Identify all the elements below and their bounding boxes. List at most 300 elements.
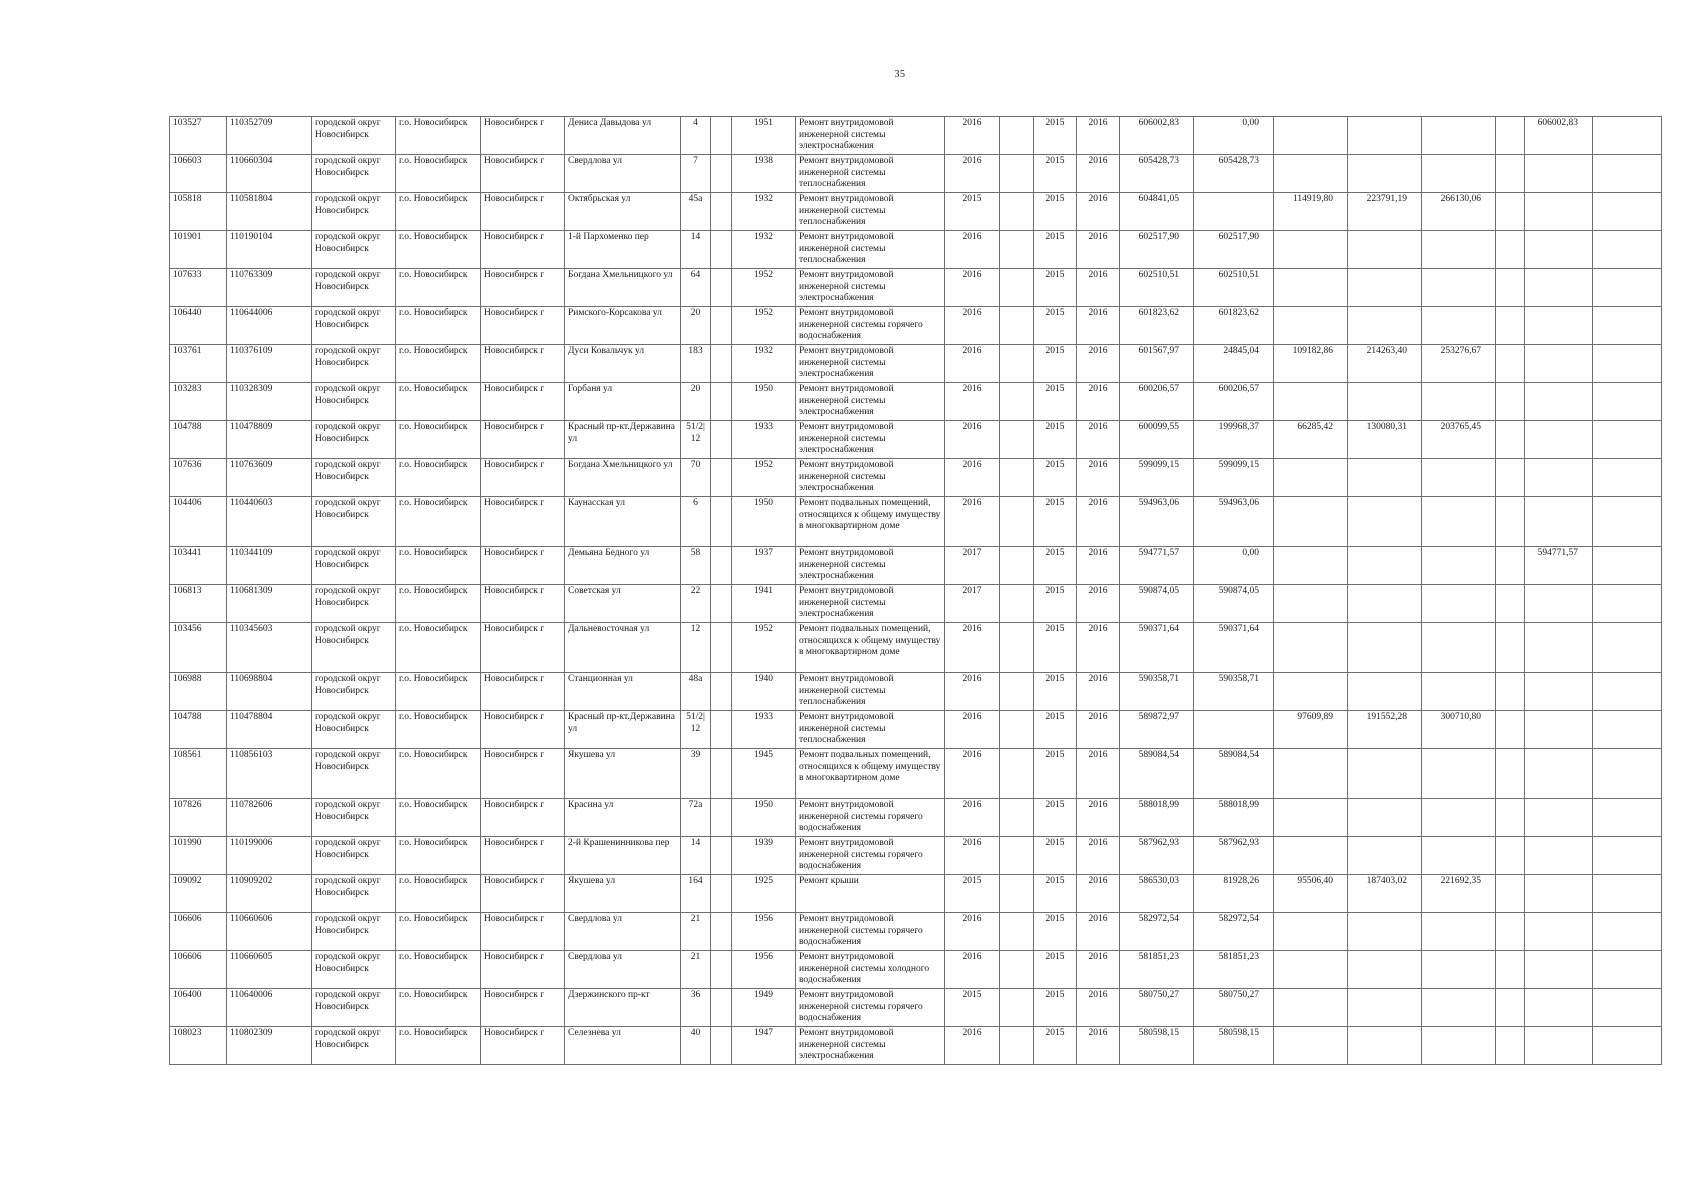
blank-cell: [1593, 117, 1662, 155]
municipality-cell: городской округ Новосибирск: [312, 497, 396, 547]
table-row: [170, 547, 1662, 585]
amount-a-cell: [1274, 459, 1348, 497]
amount-c-cell: [1422, 673, 1496, 711]
amount-a-cell: 114919,80: [1274, 193, 1348, 231]
period-start-cell: 2015: [1034, 345, 1077, 383]
work-type-cell: Ремонт внутридомовой инженерной системы электроснабжения: [796, 269, 945, 307]
blank-cell: [1593, 231, 1662, 269]
building-cell: [711, 711, 732, 749]
blank-cell: [1593, 269, 1662, 307]
building-cell: [711, 1027, 732, 1065]
blank-cell: [1593, 497, 1662, 547]
amount-c-cell: [1422, 497, 1496, 547]
table-row: [170, 711, 1662, 749]
municipality-cell: городской округ Новосибирск: [312, 231, 396, 269]
street-cell: Дениса Давыдова ул: [565, 117, 681, 155]
house-number-cell: 51/2|12: [681, 421, 711, 459]
work-id-cell: 110478804: [227, 711, 312, 749]
year-built-cell: 1933: [732, 421, 796, 459]
period-start-cell: 2015: [1034, 269, 1077, 307]
amount-2016-cell: 582972,54: [1194, 913, 1274, 951]
planned-year-cell: 2016: [945, 231, 1000, 269]
house-id-cell: 106440: [170, 307, 227, 345]
building-cell: [711, 117, 732, 155]
settlement-cell: г.о. Новосибирск: [396, 193, 481, 231]
amount-c-cell: [1422, 231, 1496, 269]
work-type-cell: Ремонт внутридомовой инженерной системы электроснабжения: [796, 383, 945, 421]
amount-c-cell: 203765,45: [1422, 421, 1496, 459]
year-built-cell: 1956: [732, 913, 796, 951]
period-end-cell: 2016: [1077, 1027, 1120, 1065]
amount-2016-cell: 600206,57: [1194, 383, 1274, 421]
municipality-cell: городской округ Новосибирск: [312, 989, 396, 1027]
period-start-cell: 2015: [1034, 231, 1077, 269]
period-end-cell: 2016: [1077, 117, 1120, 155]
amount-2016-cell: 580750,27: [1194, 989, 1274, 1027]
period-start-cell: 2015: [1034, 459, 1077, 497]
house-id-cell: 107636: [170, 459, 227, 497]
house-number-cell: 20: [681, 383, 711, 421]
municipality-cell: городской округ Новосибирск: [312, 269, 396, 307]
work-id-cell: 110376109: [227, 345, 312, 383]
settlement-cell: г.о. Новосибирск: [396, 345, 481, 383]
house-id-cell: 106603: [170, 155, 227, 193]
work-type-cell: Ремонт внутридомовой инженерной системы теплоснабжения: [796, 155, 945, 193]
blank-cell: [1496, 1027, 1525, 1065]
period-end-cell: 2016: [1077, 269, 1120, 307]
street-cell: Дуси Ковальчук ул: [565, 345, 681, 383]
year-built-cell: 1947: [732, 1027, 796, 1065]
house-id-cell: 103527: [170, 117, 227, 155]
amount-2016-cell: 594963,06: [1194, 497, 1274, 547]
blank-cell: [1496, 383, 1525, 421]
period-end-cell: 2016: [1077, 585, 1120, 623]
amount-a-cell: [1274, 547, 1348, 585]
house-number-cell: 183: [681, 345, 711, 383]
settlement-cell: г.о. Новосибирск: [396, 497, 481, 547]
planned-year-cell: 2016: [945, 383, 1000, 421]
city-cell: Новосибирск г: [481, 117, 565, 155]
planned-year-cell: 2016: [945, 459, 1000, 497]
amount-2017-cell: [1525, 623, 1593, 673]
house-number-cell: 64: [681, 269, 711, 307]
amount-b-cell: [1348, 231, 1422, 269]
amount-2017-cell: [1525, 155, 1593, 193]
work-id-cell: 110698804: [227, 673, 312, 711]
building-cell: [711, 231, 732, 269]
amount-2017-cell: 606002,83: [1525, 117, 1593, 155]
city-cell: Новосибирск г: [481, 383, 565, 421]
street-cell: Красный пр-кт.Державина ул: [565, 421, 681, 459]
blank-cell: [1593, 711, 1662, 749]
amount-a-cell: [1274, 307, 1348, 345]
municipality-cell: городской округ Новосибирск: [312, 875, 396, 913]
blank-cell: [1496, 989, 1525, 1027]
house-id-cell: 103456: [170, 623, 227, 673]
period-start-cell: 2015: [1034, 749, 1077, 799]
blank-cell: [1496, 585, 1525, 623]
blank-cell: [1496, 623, 1525, 673]
amount-a-cell: [1274, 799, 1348, 837]
blank-cell: [1496, 231, 1525, 269]
planned-year-cell: 2017: [945, 547, 1000, 585]
house-number-cell: 39: [681, 749, 711, 799]
year-built-cell: 1925: [732, 875, 796, 913]
amount-b-cell: [1348, 547, 1422, 585]
building-cell: [711, 749, 732, 799]
amount-b-cell: [1348, 623, 1422, 673]
street-cell: 2-й Крашенинникова пер: [565, 837, 681, 875]
amount-2017-cell: 594771,57: [1525, 547, 1593, 585]
amount-2017-cell: [1525, 345, 1593, 383]
blank-cell: [1000, 345, 1034, 383]
house-id-cell: 106606: [170, 951, 227, 989]
blank-cell: [1593, 749, 1662, 799]
amount-c-cell: [1422, 269, 1496, 307]
amount-b-cell: [1348, 1027, 1422, 1065]
period-start-cell: 2015: [1034, 307, 1077, 345]
amount-c-cell: 253276,67: [1422, 345, 1496, 383]
blank-cell: [1496, 155, 1525, 193]
planned-year-cell: 2017: [945, 585, 1000, 623]
city-cell: Новосибирск г: [481, 875, 565, 913]
amount-c-cell: [1422, 623, 1496, 673]
table-row: [170, 749, 1662, 799]
blank-cell: [1593, 547, 1662, 585]
amount-a-cell: [1274, 837, 1348, 875]
blank-cell: [1000, 193, 1034, 231]
year-built-cell: 1952: [732, 623, 796, 673]
amount-c-cell: [1422, 989, 1496, 1027]
year-built-cell: 1940: [732, 673, 796, 711]
city-cell: Новосибирск г: [481, 459, 565, 497]
amount-2016-cell: 24845,04: [1194, 345, 1274, 383]
total-cost-cell: 594963,06: [1120, 497, 1194, 547]
house-id-cell: 105818: [170, 193, 227, 231]
amount-a-cell: 97609,89: [1274, 711, 1348, 749]
street-cell: Свердлова ул: [565, 155, 681, 193]
amount-c-cell: [1422, 155, 1496, 193]
city-cell: Новосибирск г: [481, 913, 565, 951]
blank-cell: [1000, 673, 1034, 711]
amount-a-cell: [1274, 913, 1348, 951]
amount-a-cell: [1274, 623, 1348, 673]
street-cell: Свердлова ул: [565, 951, 681, 989]
amount-2016-cell: 580598,15: [1194, 1027, 1274, 1065]
work-type-cell: Ремонт внутридомовой инженерной системы электроснабжения: [796, 1027, 945, 1065]
settlement-cell: г.о. Новосибирск: [396, 117, 481, 155]
amount-a-cell: [1274, 155, 1348, 193]
building-cell: [711, 459, 732, 497]
amount-b-cell: [1348, 497, 1422, 547]
house-number-cell: 58: [681, 547, 711, 585]
year-built-cell: 1950: [732, 799, 796, 837]
building-cell: [711, 155, 732, 193]
blank-cell: [1496, 875, 1525, 913]
city-cell: Новосибирск г: [481, 585, 565, 623]
period-end-cell: 2016: [1077, 913, 1120, 951]
total-cost-cell: 600099,55: [1120, 421, 1194, 459]
blank-cell: [1000, 951, 1034, 989]
year-built-cell: 1937: [732, 547, 796, 585]
blank-cell: [1593, 913, 1662, 951]
municipality-cell: городской округ Новосибирск: [312, 307, 396, 345]
blank-cell: [1000, 799, 1034, 837]
work-id-cell: 110856103: [227, 749, 312, 799]
work-id-cell: 110660606: [227, 913, 312, 951]
amount-2017-cell: [1525, 459, 1593, 497]
house-id-cell: 106813: [170, 585, 227, 623]
building-cell: [711, 623, 732, 673]
amount-a-cell: [1274, 989, 1348, 1027]
municipality-cell: городской округ Новосибирск: [312, 585, 396, 623]
street-cell: Свердлова ул: [565, 913, 681, 951]
house-number-cell: 12: [681, 623, 711, 673]
amount-2017-cell: [1525, 913, 1593, 951]
blank-cell: [1000, 117, 1034, 155]
amount-c-cell: [1422, 547, 1496, 585]
total-cost-cell: 590874,05: [1120, 585, 1194, 623]
work-type-cell: Ремонт внутридомовой инженерной системы теплоснабжения: [796, 231, 945, 269]
city-cell: Новосибирск г: [481, 989, 565, 1027]
work-id-cell: 110344109: [227, 547, 312, 585]
building-cell: [711, 193, 732, 231]
period-start-cell: 2015: [1034, 875, 1077, 913]
amount-b-cell: [1348, 989, 1422, 1027]
work-id-cell: 110782606: [227, 799, 312, 837]
blank-cell: [1000, 837, 1034, 875]
period-start-cell: 2015: [1034, 585, 1077, 623]
city-cell: Новосибирск г: [481, 497, 565, 547]
blank-cell: [1496, 117, 1525, 155]
period-end-cell: 2016: [1077, 307, 1120, 345]
blank-cell: [1000, 421, 1034, 459]
building-cell: [711, 837, 732, 875]
amount-b-cell: [1348, 951, 1422, 989]
house-number-cell: 14: [681, 231, 711, 269]
house-number-cell: 51/2|12: [681, 711, 711, 749]
blank-cell: [1000, 875, 1034, 913]
amount-a-cell: 95506,40: [1274, 875, 1348, 913]
street-cell: Дальневосточная ул: [565, 623, 681, 673]
house-number-cell: 36: [681, 989, 711, 1027]
work-type-cell: Ремонт внутридомовой инженерной системы горячего водоснабжения: [796, 989, 945, 1027]
blank-cell: [1593, 951, 1662, 989]
municipality-cell: городской округ Новосибирск: [312, 837, 396, 875]
work-id-cell: 110763609: [227, 459, 312, 497]
total-cost-cell: 600206,57: [1120, 383, 1194, 421]
amount-c-cell: [1422, 749, 1496, 799]
settlement-cell: г.о. Новосибирск: [396, 623, 481, 673]
total-cost-cell: 589084,54: [1120, 749, 1194, 799]
planned-year-cell: 2016: [945, 799, 1000, 837]
planned-year-cell: 2016: [945, 623, 1000, 673]
total-cost-cell: 586530,03: [1120, 875, 1194, 913]
table-row: [170, 799, 1662, 837]
year-built-cell: 1938: [732, 155, 796, 193]
amount-a-cell: [1274, 585, 1348, 623]
year-built-cell: 1932: [732, 231, 796, 269]
settlement-cell: г.о. Новосибирск: [396, 269, 481, 307]
period-end-cell: 2016: [1077, 837, 1120, 875]
settlement-cell: г.о. Новосибирск: [396, 711, 481, 749]
amount-2017-cell: [1525, 1027, 1593, 1065]
settlement-cell: г.о. Новосибирск: [396, 459, 481, 497]
blank-cell: [1000, 459, 1034, 497]
municipality-cell: городской округ Новосибирск: [312, 799, 396, 837]
work-type-cell: Ремонт внутридомовой инженерной системы электроснабжения: [796, 345, 945, 383]
planned-year-cell: 2016: [945, 1027, 1000, 1065]
city-cell: Новосибирск г: [481, 269, 565, 307]
planned-year-cell: 2016: [945, 155, 1000, 193]
total-cost-cell: 588018,99: [1120, 799, 1194, 837]
amount-2017-cell: [1525, 951, 1593, 989]
amount-b-cell: [1348, 799, 1422, 837]
amount-b-cell: [1348, 585, 1422, 623]
street-cell: Советская ул: [565, 585, 681, 623]
amount-a-cell: [1274, 497, 1348, 547]
blank-cell: [1593, 459, 1662, 497]
blank-cell: [1593, 585, 1662, 623]
city-cell: Новосибирск г: [481, 951, 565, 989]
period-start-cell: 2015: [1034, 497, 1077, 547]
period-end-cell: 2016: [1077, 421, 1120, 459]
year-built-cell: 1933: [732, 711, 796, 749]
blank-cell: [1496, 951, 1525, 989]
amount-a-cell: 66285,42: [1274, 421, 1348, 459]
house-number-cell: 72а: [681, 799, 711, 837]
work-type-cell: Ремонт внутридомовой инженерной системы электроснабжения: [796, 421, 945, 459]
amount-2016-cell: 0,00: [1194, 547, 1274, 585]
total-cost-cell: 604841,05: [1120, 193, 1194, 231]
amount-b-cell: [1348, 459, 1422, 497]
amount-2017-cell: [1525, 193, 1593, 231]
year-built-cell: 1952: [732, 459, 796, 497]
planned-year-cell: 2016: [945, 307, 1000, 345]
planned-year-cell: 2015: [945, 875, 1000, 913]
year-built-cell: 1949: [732, 989, 796, 1027]
period-end-cell: 2016: [1077, 799, 1120, 837]
total-cost-cell: 605428,73: [1120, 155, 1194, 193]
work-id-cell: 110681309: [227, 585, 312, 623]
table-row: [170, 623, 1662, 673]
street-cell: Красный пр-кт.Державина ул: [565, 711, 681, 749]
house-id-cell: 101990: [170, 837, 227, 875]
period-end-cell: 2016: [1077, 155, 1120, 193]
total-cost-cell: 599099,15: [1120, 459, 1194, 497]
blank-cell: [1000, 383, 1034, 421]
settlement-cell: г.о. Новосибирск: [396, 913, 481, 951]
period-end-cell: 2016: [1077, 547, 1120, 585]
amount-b-cell: [1348, 269, 1422, 307]
amount-b-cell: [1348, 383, 1422, 421]
work-type-cell: Ремонт внутридомовой инженерной системы теплоснабжения: [796, 673, 945, 711]
amount-a-cell: 109182,86: [1274, 345, 1348, 383]
total-cost-cell: 587962,93: [1120, 837, 1194, 875]
total-cost-cell: 590371,64: [1120, 623, 1194, 673]
planned-year-cell: 2016: [945, 497, 1000, 547]
period-start-cell: 2015: [1034, 421, 1077, 459]
municipality-cell: городской округ Новосибирск: [312, 459, 396, 497]
period-start-cell: 2015: [1034, 117, 1077, 155]
total-cost-cell: 602517,90: [1120, 231, 1194, 269]
city-cell: Новосибирск г: [481, 547, 565, 585]
table-body: [170, 117, 1662, 1065]
amount-2017-cell: [1525, 711, 1593, 749]
house-number-cell: 21: [681, 913, 711, 951]
work-id-cell: 110660304: [227, 155, 312, 193]
street-cell: Римского-Корсакова ул: [565, 307, 681, 345]
year-built-cell: 1932: [732, 345, 796, 383]
city-cell: Новосибирск г: [481, 1027, 565, 1065]
amount-2016-cell: 602510,51: [1194, 269, 1274, 307]
house-number-cell: 7: [681, 155, 711, 193]
settlement-cell: г.о. Новосибирск: [396, 989, 481, 1027]
house-id-cell: 103441: [170, 547, 227, 585]
amount-2017-cell: [1525, 421, 1593, 459]
blank-cell: [1593, 383, 1662, 421]
period-start-cell: 2015: [1034, 193, 1077, 231]
house-number-cell: 70: [681, 459, 711, 497]
amount-a-cell: [1274, 383, 1348, 421]
city-cell: Новосибирск г: [481, 799, 565, 837]
settlement-cell: г.о. Новосибирск: [396, 383, 481, 421]
building-cell: [711, 673, 732, 711]
period-end-cell: 2016: [1077, 989, 1120, 1027]
settlement-cell: г.о. Новосибирск: [396, 837, 481, 875]
work-id-cell: 110640006: [227, 989, 312, 1027]
house-id-cell: 108023: [170, 1027, 227, 1065]
building-cell: [711, 913, 732, 951]
street-cell: Каунасская ул: [565, 497, 681, 547]
total-cost-cell: 594771,57: [1120, 547, 1194, 585]
blank-cell: [1496, 421, 1525, 459]
amount-2017-cell: [1525, 673, 1593, 711]
planned-year-cell: 2015: [945, 193, 1000, 231]
period-end-cell: 2016: [1077, 345, 1120, 383]
table-row: [170, 497, 1662, 547]
amount-b-cell: 191552,28: [1348, 711, 1422, 749]
total-cost-cell: 601567,97: [1120, 345, 1194, 383]
house-number-cell: 20: [681, 307, 711, 345]
work-type-cell: Ремонт внутридомовой инженерной системы горячего водоснабжения: [796, 837, 945, 875]
blank-cell: [1593, 345, 1662, 383]
total-cost-cell: 582972,54: [1120, 913, 1194, 951]
settlement-cell: г.о. Новосибирск: [396, 585, 481, 623]
work-id-cell: 110352709: [227, 117, 312, 155]
city-cell: Новосибирск г: [481, 193, 565, 231]
amount-c-cell: [1422, 799, 1496, 837]
table-row: [170, 951, 1662, 989]
work-id-cell: 110644006: [227, 307, 312, 345]
city-cell: Новосибирск г: [481, 673, 565, 711]
amount-c-cell: [1422, 913, 1496, 951]
year-built-cell: 1952: [732, 269, 796, 307]
municipality-cell: городской округ Новосибирск: [312, 673, 396, 711]
table-row: [170, 459, 1662, 497]
period-end-cell: 2016: [1077, 711, 1120, 749]
house-id-cell: 107826: [170, 799, 227, 837]
blank-cell: [1593, 307, 1662, 345]
table-row: [170, 875, 1662, 913]
amount-b-cell: 214263,40: [1348, 345, 1422, 383]
city-cell: Новосибирск г: [481, 421, 565, 459]
house-number-cell: 6: [681, 497, 711, 547]
period-end-cell: 2016: [1077, 459, 1120, 497]
municipality-cell: городской округ Новосибирск: [312, 1027, 396, 1065]
work-id-cell: 110802309: [227, 1027, 312, 1065]
period-start-cell: 2015: [1034, 989, 1077, 1027]
